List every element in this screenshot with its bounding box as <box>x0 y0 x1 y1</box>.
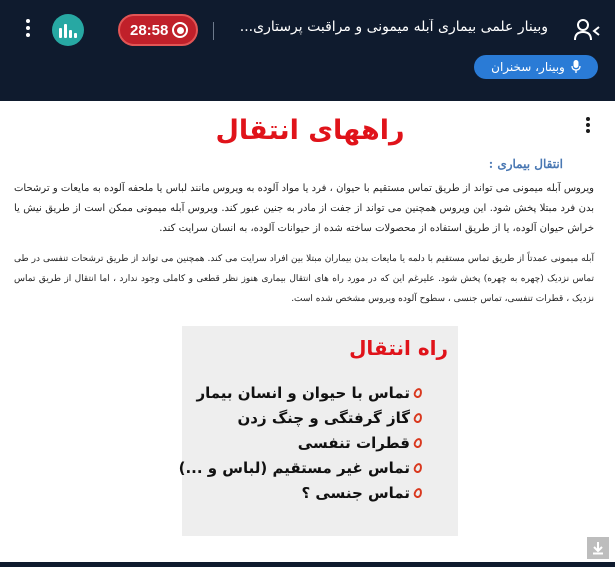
microphone-icon <box>571 60 581 74</box>
bullet-icon <box>413 461 424 473</box>
slide-title: راههای انتقال <box>215 115 405 146</box>
paragraph-transmission: ویروس آبله میمونی می تواند از طریق تماس مستقیم با حیوان ، فرد یا مواد آلوده به ویروس مانند لباس یا ملحفه آلوده به مایعات و ترشحات بدن فرد مبتلا پخش شود. این ویروس همچنین می تواند از جفت از مادر به جنین عبور کند. ویروس آبله میمونی ممکن است از طریق نیش یا خراش حیوان آلوده، یا از طریق استفاده از محصولات ساخته شده از حیوانات آلوده، به انسان سرایت کند. <box>14 183 594 234</box>
download-icon[interactable] <box>587 537 609 559</box>
user-back-icon[interactable] <box>573 18 601 42</box>
recording-indicator[interactable] <box>118 14 198 46</box>
list-item: قطرات تنفسی <box>192 430 422 455</box>
list-item: تماس غیر مستقیم (لباس و ...) <box>192 455 422 480</box>
routes-list <box>178 380 422 505</box>
bullet-icon <box>413 486 424 498</box>
top-bar <box>0 0 615 101</box>
list-item: تماس جنسی ؟ <box>192 480 422 505</box>
audio-levels-icon[interactable] <box>52 14 84 46</box>
role-badge-label: وبینار، سخنران <box>491 60 565 74</box>
bullet-icon <box>413 436 424 448</box>
list-item: گاز گرفتگی و چنگ زدن <box>192 405 422 430</box>
slide-options-icon[interactable] <box>578 115 598 137</box>
more-options-icon[interactable] <box>18 16 38 46</box>
bullet-icon <box>413 386 424 398</box>
paragraph-human-transmission: آبله میمونی عمدتاً از طریق تماس مستقیم با دلمه یا مایعات بدن بیماران مبتلا بین افراد سرایت می کند. همچنین می تواند از طریق ترشحات تنفسی در طی تماس نزدیک (چهره به چهره) پخش شود. علیرغم این که در مورد راه های انتقال بیماری هنوز نظر قطعی و کاملی وجود ندارد ، اما انتقال از طریق تماس نزدیک ، قطرات تنفسی، تماس جنسی ، سطوح آلوده ویروس مشخص شده است. <box>14 254 594 304</box>
bullet-icon <box>413 411 424 423</box>
webinar-title: وبینار علمی بیماری آبله میمونی و مراقبت پرستاری... <box>239 19 548 35</box>
record-icon <box>172 22 188 38</box>
section-heading: انتقال بیماری : <box>488 157 563 171</box>
header-divider <box>213 22 214 40</box>
recording-time: 28:58 <box>130 21 169 39</box>
box-title: راه انتقال <box>349 336 448 360</box>
transmission-routes-graphic <box>178 326 458 536</box>
role-badge[interactable] <box>474 55 598 79</box>
presentation-slide <box>0 101 615 562</box>
bottom-bar <box>0 562 615 567</box>
list-item: تماس با حیوان و انسان بیمار <box>192 380 422 405</box>
